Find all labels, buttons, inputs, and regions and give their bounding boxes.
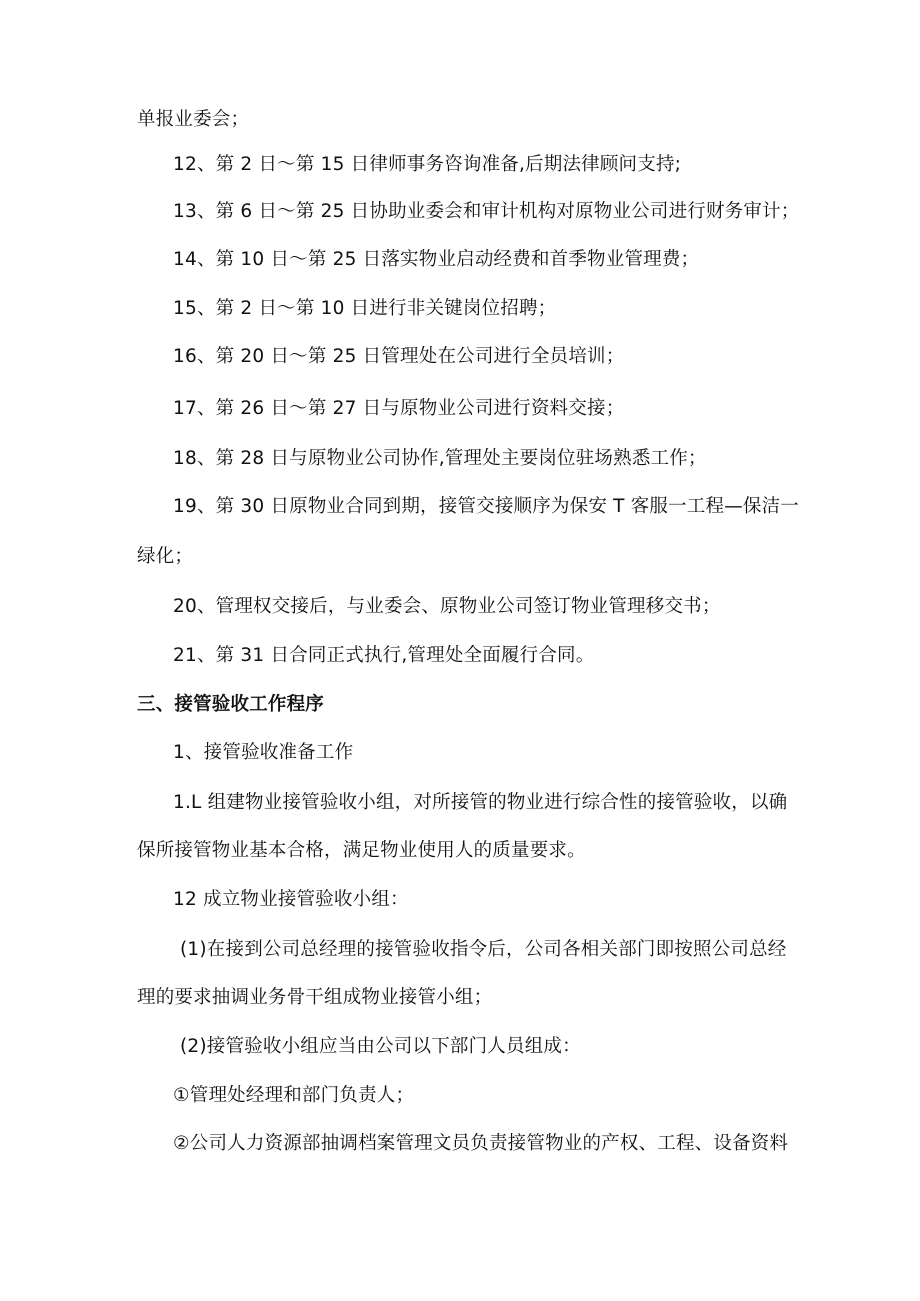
list-item: 21、第 31 日合同正式执行,管理处全面履行合同。	[173, 645, 595, 666]
paragraph-line: 1.L 组建物业接管验收小组，对所接管的物业进行综合性的接管验收，以确	[173, 792, 788, 813]
paragraph-line: (2)接管验收小组应当由公司以下部门人员组成：	[180, 1036, 581, 1057]
list-item: 14、第 10 日〜第 25 日落实物业启动经费和首季物业管理费；	[173, 249, 700, 270]
section-heading: 三、接管验收工作程序	[137, 694, 325, 715]
list-item: 12、第 2 日〜第 15 日律师事务咨询准备,后期法律顾问支持;	[173, 154, 682, 175]
paragraph-line: (1)在接到公司总经理的接管验收指令后，公司各相关部门即按照公司总经	[180, 939, 787, 960]
list-item: 15、第 2 日〜第 10 日进行非关键岗位招聘；	[173, 298, 557, 319]
paragraph-line: 理的要求抽调业务骨干组成物业接管小组；	[137, 987, 493, 1008]
paragraph-line: 保所接管物业基本合格，满足物业使用人的质量要求。	[137, 840, 586, 861]
list-item: 13、第 6 日〜第 25 日协助业委会和审计机构对原物业公司进行财务审计；	[173, 201, 800, 222]
subsection-heading: 1、接管验收准备工作	[173, 742, 354, 763]
paragraph-line: ②公司人力资源部抽调档案管理文员负责接管物业的产权、工程、设备资料	[173, 1133, 789, 1154]
list-item: 16、第 20 日〜第 25 日管理处在公司进行全员培训；	[173, 346, 625, 367]
list-item: 18、第 28 日与原物业公司协作,管理处主要岗位驻场熟悉工作；	[173, 448, 707, 469]
list-item: 20、管理权交接后，与业委会、原物业公司签订物业管理移交书；	[173, 596, 721, 617]
list-item: 17、第 26 日〜第 27 日与原物业公司进行资料交接；	[173, 398, 625, 419]
text-line: 绿化；	[137, 546, 194, 567]
list-item: 19、第 30 日原物业合同到期，接管交接顺序为保安 T 客服一工程—保洁一	[173, 496, 800, 517]
paragraph-line: 12 成立物业接管验收小组：	[173, 889, 409, 910]
text-line: 单报业委会；	[137, 109, 250, 130]
paragraph-line: ①管理处经理和部门负责人；	[173, 1085, 415, 1106]
